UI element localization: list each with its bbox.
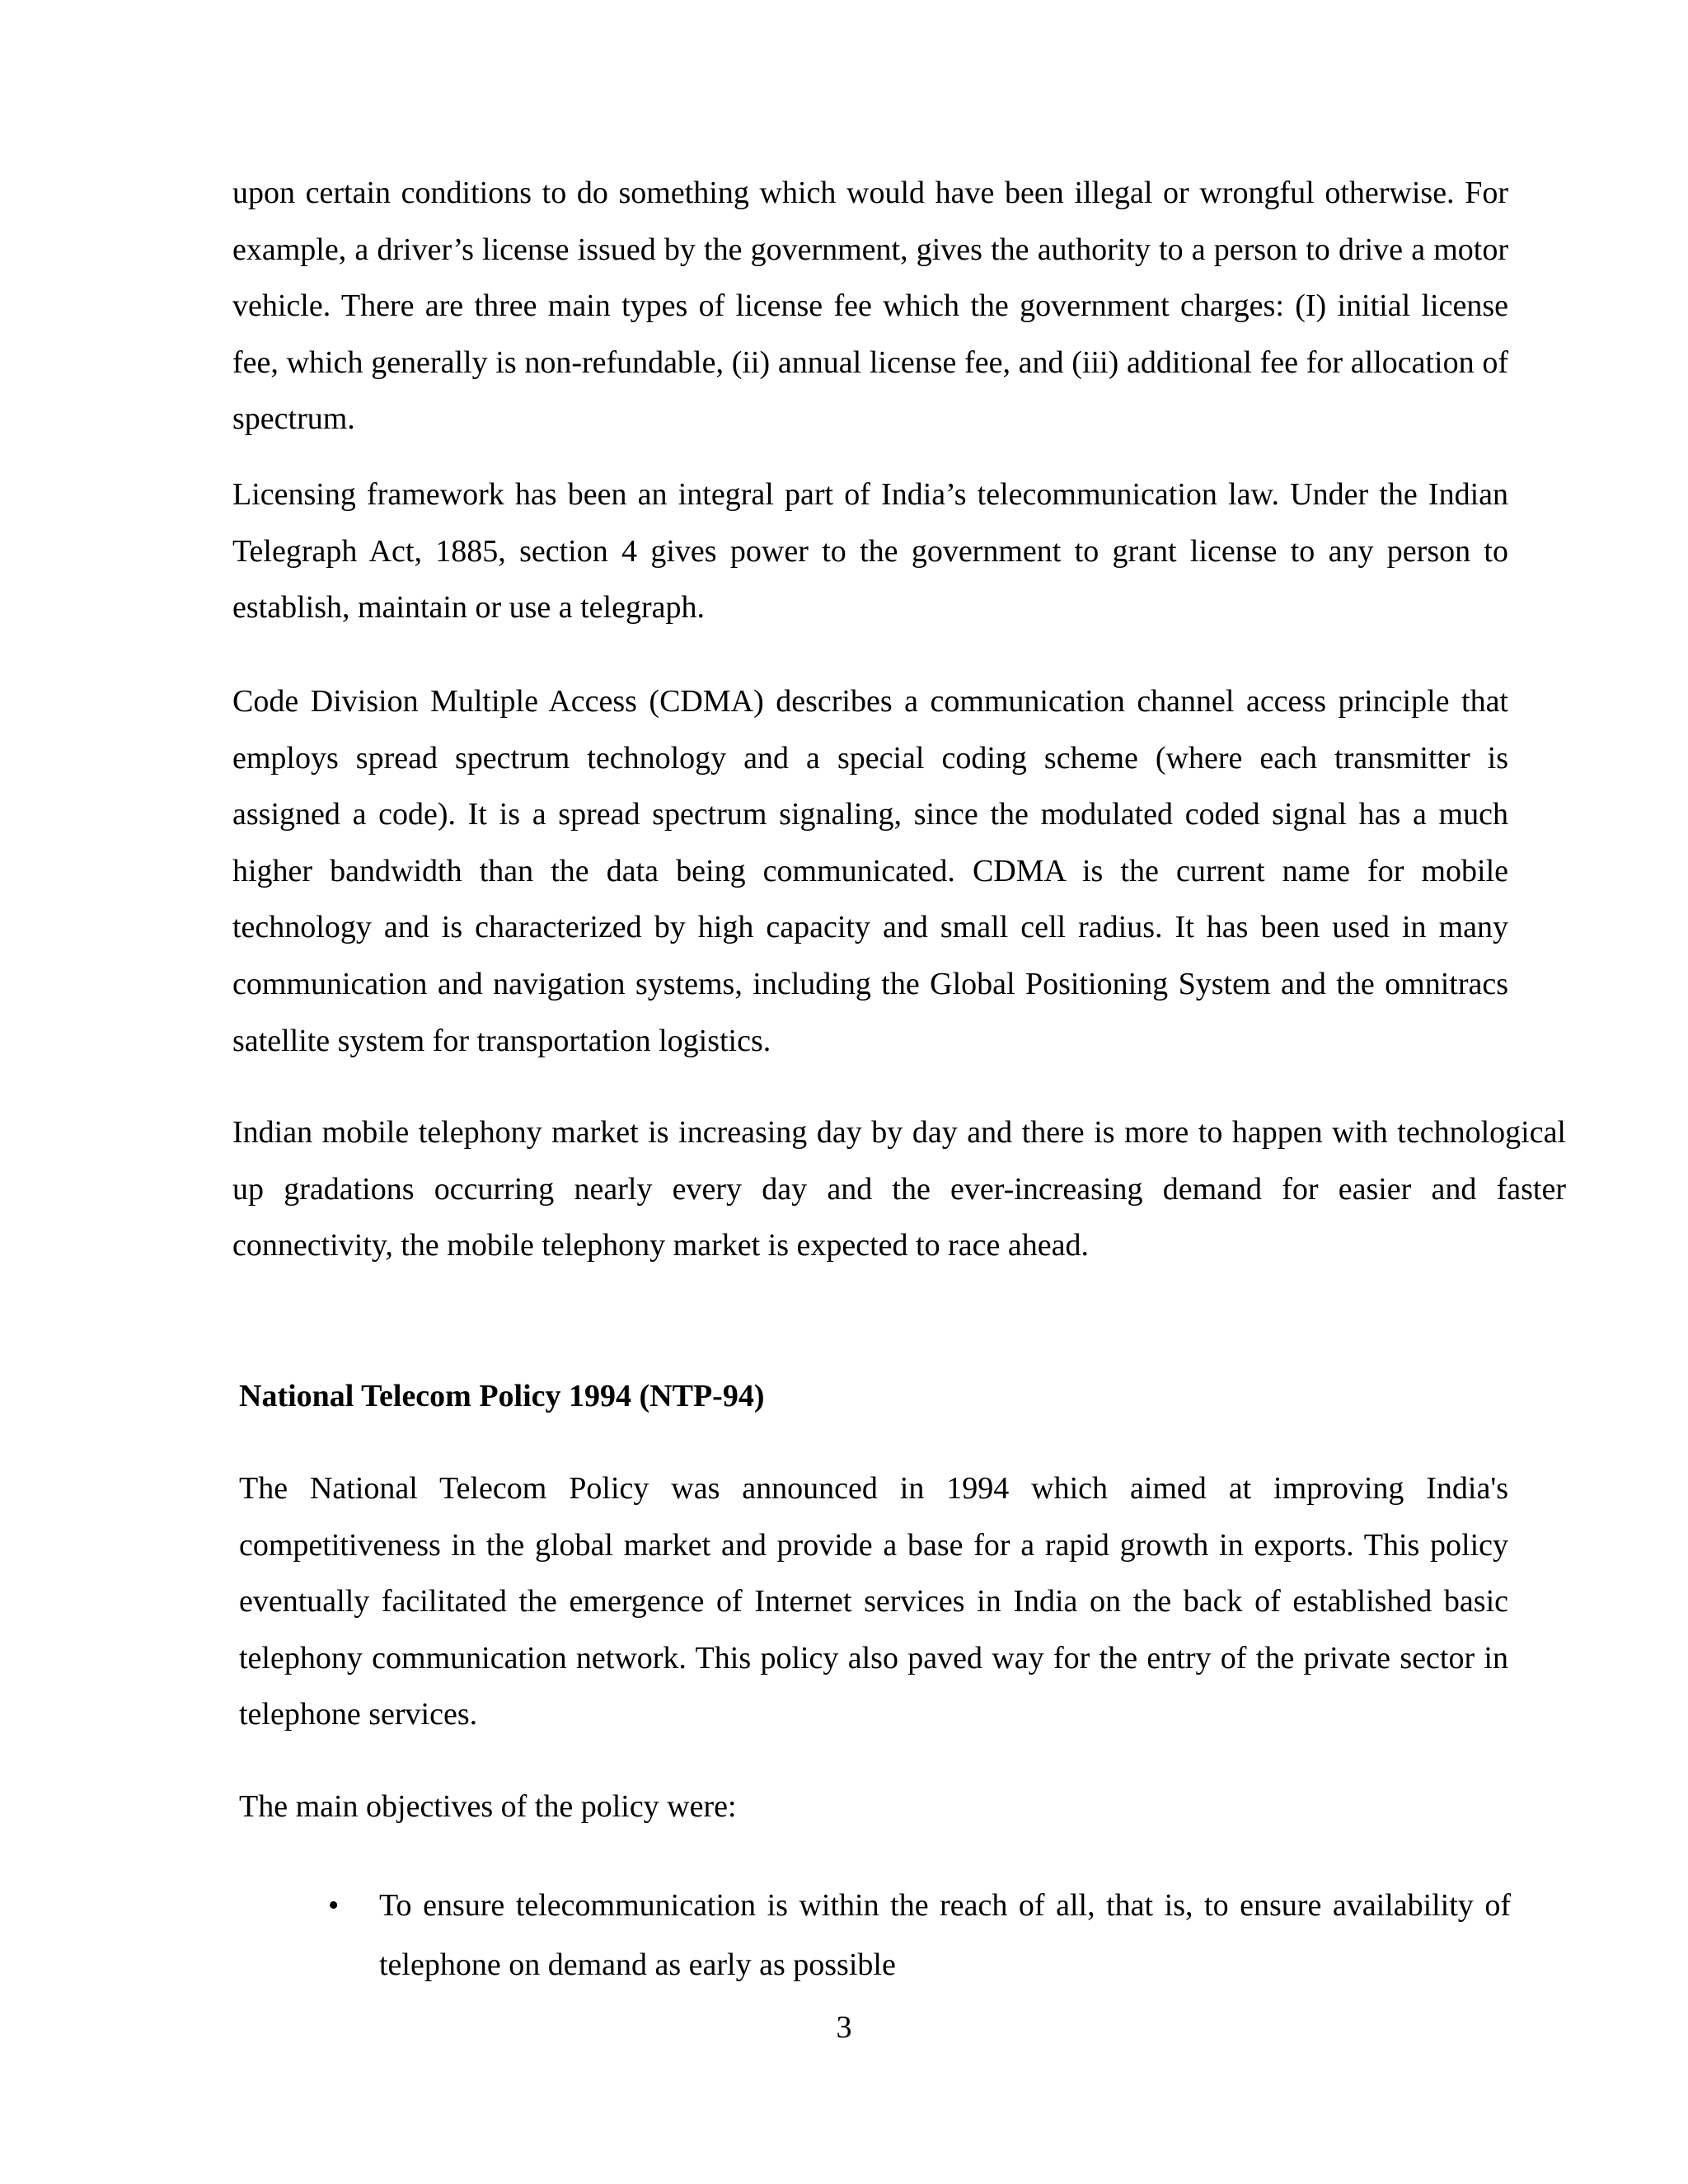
paragraph-mobile-market: Indian mobile telephony market is increasing day by day and there is more to happen with technological up gradations occurring nearly every day and the ever-increasing demand for easier and faster connectivity, the mobile telephony market is expected to race ahead.: [232, 1115, 1566, 1263]
paragraph-ntp-94: The National Telecom Policy was announced in 1994 which aimed at improving India's competitiveness in the global market and provide a base for a rapid growth in exports. This policy eventually facilitated the emergence of Internet services in India on the back of established basic telephony communication network. This policy also paved way for the entry of the private sector in telephone services.: [239, 1471, 1508, 1732]
objectives-intro: The main objectives of the policy were:: [239, 1789, 737, 1824]
page-number: 3: [836, 2010, 852, 2045]
paragraph-cdma: Code Division Multiple Access (CDMA) describes a communication channel access principle that employs spread spectrum technology and a special coding scheme (where each transmitter is assigned a code). It is a spread spectrum signaling, since the modulated coded signal has a much higher bandwidth than the data being communicated. CDMA is the current name for mobile technology and is characterized by high capacity and small cell radius. It has been used in many communication and navigation systems, including the Global Positioning System and the omnitracs satellite system for transportation logistics.: [232, 684, 1508, 1058]
bullet-icon: •: [328, 1888, 340, 1923]
list-item-text: To ensure telecommunication is within the reach of all, that is, to ensure availability of telephone on demand as early as possible: [379, 1888, 1511, 1982]
paragraph-licensing-framework: Licensing framework has been an integral part of India’s telecommunication law. Under the Indian Telegraph Act, 1885, section 4 gives power to the government to grant license to any person to establish, maintain or use a telegraph.: [232, 477, 1508, 626]
section-heading: National Telecom Policy 1994 (NTP-94): [239, 1379, 765, 1413]
paragraph-license-types: upon certain conditions to do something which would have been illegal or wrongful otherwise. For example, a driver’s license issued by the government, gives the authority to a person to drive a motor vehicle. There are three main types of license fee which the government charges: (I) initial license fee, which generally is non-refundable, (ii) annual license fee, and (iii) additional fee for allocation of spectrum.: [232, 176, 1508, 437]
